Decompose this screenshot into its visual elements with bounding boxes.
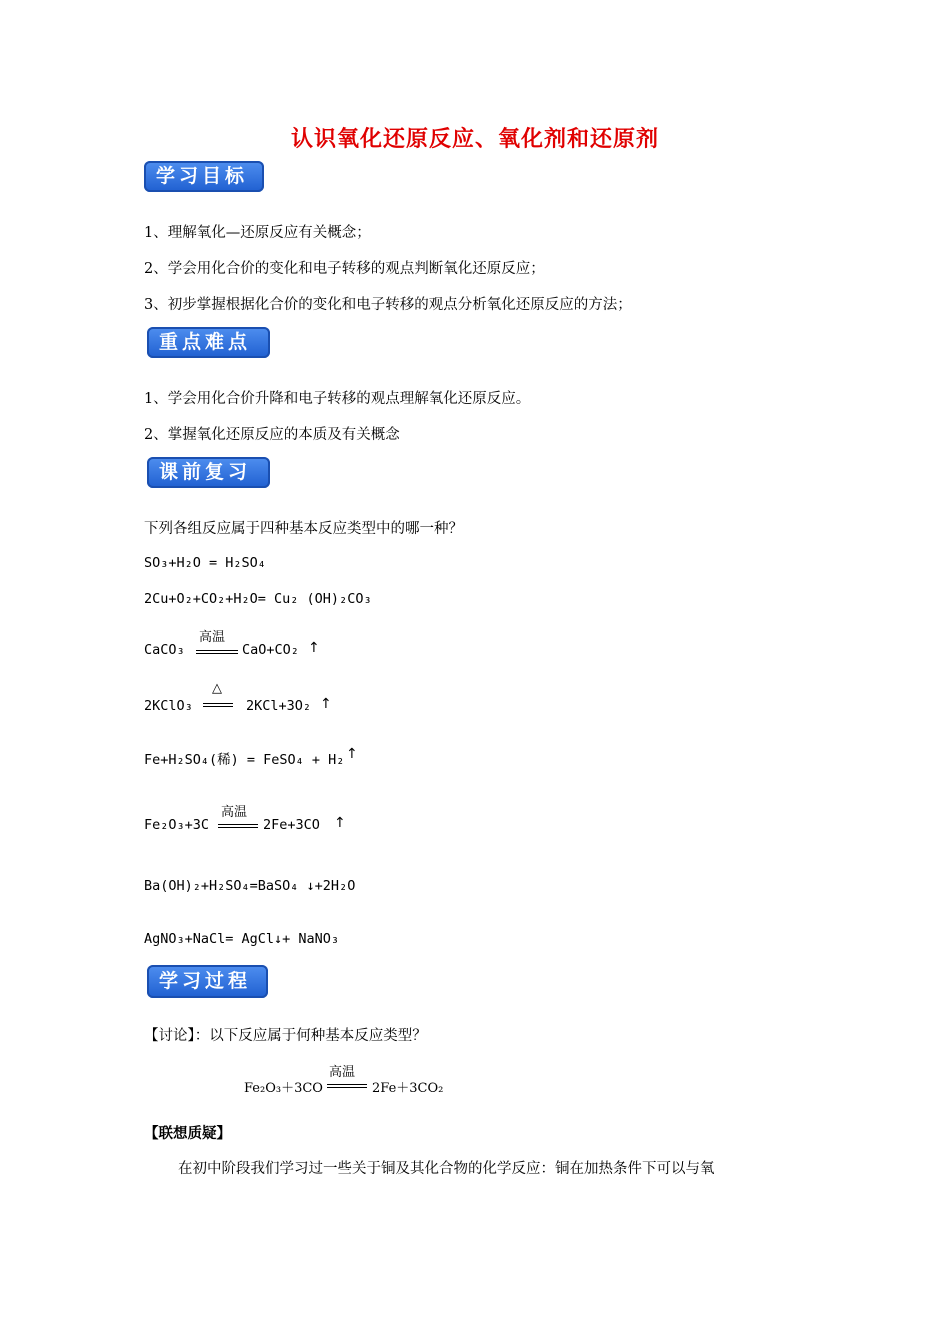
goal-item: 1、理解氧化—还原反应有关概念； xyxy=(144,225,371,241)
equals-double-line xyxy=(203,703,233,707)
page-title: 认识氧化还原反应、氧化剂和还原剂 xyxy=(290,127,659,152)
equation-5: Fe+H₂SO₄(稀) = FeSO₄ + H₂ xyxy=(144,752,345,768)
section-badge-process: 学习过程 xyxy=(147,965,268,998)
equation-1: SO₃+H₂O = H₂SO₄ xyxy=(144,555,266,571)
association-text: 在初中阶段我们学习过一些关于铜及其化合物的化学反应：铜在加热条件下可以与氧 xyxy=(178,1161,715,1177)
discussion-label: 【讨论】：以下反应属于何种基本反应类型？ xyxy=(144,1028,427,1044)
condition-heat-icon: △ xyxy=(212,681,222,696)
section-badge-goals: 学习目标 xyxy=(144,161,264,192)
equation-6-right: 2Fe+3CO xyxy=(263,817,320,833)
equation-4-right: 2KCl+3O₂ xyxy=(246,698,312,714)
equation-2: 2Cu+O₂+CO₂+H₂O= Cu₂ (OH)₂CO₃ xyxy=(144,591,372,607)
key-point-item: 2、掌握氧化还原反应的本质及有关概念 xyxy=(144,427,400,443)
goal-item: 3、初步掌握根据化合价的变化和电子转移的观点分析氧化还原反应的方法； xyxy=(144,297,632,313)
association-label: 【联想质疑】 xyxy=(144,1125,231,1142)
discussion-equation-left: Fe₂O₃＋3CO xyxy=(244,1081,323,1096)
gas-up-arrow-icon: ↑ xyxy=(308,640,320,656)
equation-3-left: CaCO₃ xyxy=(144,642,185,658)
goal-item: 2、学会用化合价的变化和电子转移的观点判断氧化还原反应； xyxy=(144,261,545,277)
condition-high-temp: 高温 xyxy=(221,805,248,820)
section-badge-key-points: 重点难点 xyxy=(147,327,270,358)
gas-up-arrow-icon: ↑ xyxy=(346,746,358,762)
condition-high-temp: 高温 xyxy=(199,630,226,645)
equals-double-line xyxy=(327,1084,367,1088)
equation-6-left: Fe₂O₃+3C xyxy=(144,817,210,833)
discussion-equation-right: 2Fe＋3CO₂ xyxy=(372,1081,444,1096)
equals-double-line xyxy=(196,650,238,654)
key-point-item: 1、学会用化合价升降和电子转移的观点理解氧化还原反应。 xyxy=(144,391,531,407)
gas-up-arrow-icon: ↑ xyxy=(320,696,332,712)
gas-up-arrow-icon: ↑ xyxy=(334,815,346,831)
equation-8: AgNO₃+NaCl= AgCl↓+ NaNO₃ xyxy=(144,931,340,947)
section-badge-preview: 课前复习 xyxy=(147,457,270,488)
condition-high-temp: 高温 xyxy=(329,1065,356,1080)
equation-7: Ba(OH)₂+H₂SO₄=BaSO₄ ↓+2H₂O xyxy=(144,878,356,894)
equals-double-line xyxy=(218,824,258,828)
preview-question: 下列各组反应属于四种基本反应类型中的哪一种？ xyxy=(144,521,463,537)
equation-4-left: 2KClO₃ xyxy=(144,698,193,714)
equation-3-right: CaO+CO₂ xyxy=(242,642,299,658)
